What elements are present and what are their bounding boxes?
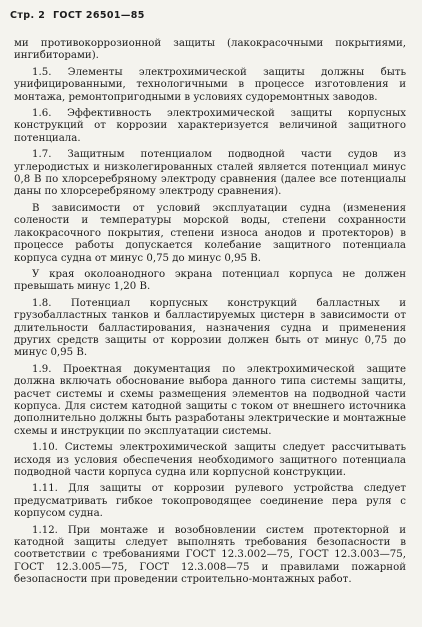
paragraph-1-11: 1.11. Для защиты от коррозии рулевого устройства следует предусматривать гибкое токопроводящее соединение пера руля с корпусом судна.	[14, 483, 406, 520]
page-header	[10, 10, 149, 21]
paragraph-1-5: 1.5. Элементы электрохимической защиты должны быть унифицированными, технологичными в процессе изготовления и монтажа, ремонтопригодными в условиях судоремонтных заводов.	[14, 66, 406, 103]
paragraph-1-7-anode-edge: У края околоанодного экрана потенциал корпуса не должен превышать минус 1,20 В.	[14, 268, 406, 293]
paragraph-1-12: 1.12. При монтаже и возобновлении систем протекторной и катодной защиты следует выполнять требования безопасности в соответствии с требованиями ГОСТ 12.3.002—75, ГОСТ 12.3.003—75, ГОСТ 12.3.005—75, ГОСТ 12.3.008—75 и правилами пожарной безопасности при проведении строительно-монтажных работ.	[14, 524, 406, 586]
page-number: Стр. 2	[10, 10, 46, 21]
paragraph-1-10: 1.10. Системы электрохимической защиты следует рассчитывать исходя из условия обеспечения необходимого защитного потенциала подводной части корпуса судна или корпусной конструкции.	[14, 442, 406, 478]
paragraph-1-8: 1.8. Потенциал корпусных конструкций балластных и грузобалластных танков и балластируемых цистерн в зависимости от длительности балластирования, назначения судна и применения других средств защиты от коррозии должен быть от минус 0,75 до минус 0,95 В.	[14, 297, 406, 359]
standard-designation: ГОСТ 26501—85	[52, 10, 145, 21]
paragraph-1-6: 1.6. Эффективность электрохимической защиты корпусных конструкций от коррозии характеризуется величиной защитного потенциала.	[14, 108, 406, 144]
paragraph-continuation: ми противокоррозионной защиты (лакокрасочными покрытиями, ингибиторами).	[14, 38, 406, 62]
document-body	[14, 38, 406, 591]
paragraph-1-7: 1.7. Защитным потенциалом подводной части судов из углеродистых и низколегированных сталей является потенциал минус 0,8 В по хлорсеребряному электроду сравнения (далее все потенциалы даны по хлорсеребряному электроду сравнения).	[14, 149, 406, 198]
paragraph-1-7-variation: В зависимости от условий эксплуатации судна (изменения солености и температуры морской воды, степени сохранности лакокрасочного покрытия, степени износа анодов и протекторов) в процессе работы допускается колебание защитного потенциала корпуса судна от минус 0,75 до минус 0,95 В.	[14, 202, 406, 264]
paragraph-1-9: 1.9. Проектная документация по электрохимической защите должна включать обоснование выбора данного типа системы защиты, расчет системы и схемы размещения элементов на подводной части корпуса. Для систем катодной защиты с током от внешнего источника дополнительно должны быть разработаны электрические и монтажные схемы и инструкции по эксплуатации системы.	[14, 363, 406, 437]
